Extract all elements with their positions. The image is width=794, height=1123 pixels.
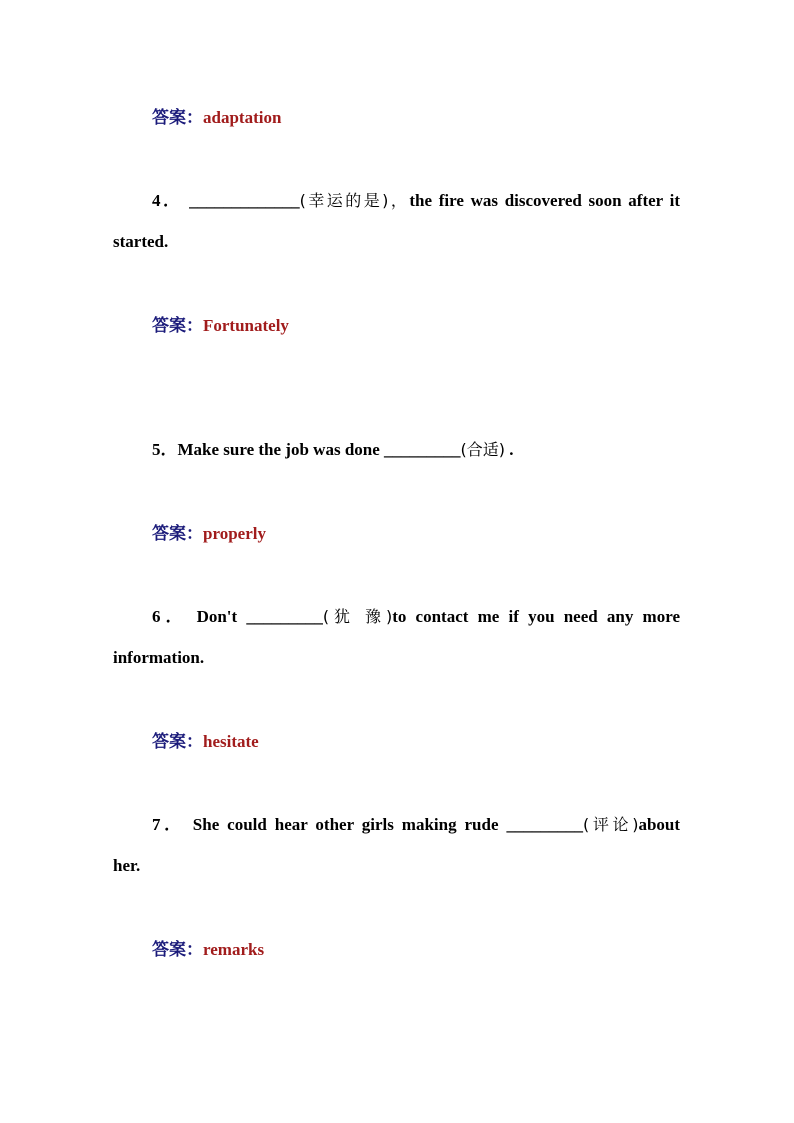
- answer-value: remarks: [203, 940, 265, 959]
- answer-line-7: [152, 940, 680, 960]
- question-7-line-1: [152, 815, 680, 835]
- answer-value: adaptation: [203, 108, 282, 127]
- answer-line-4: [152, 316, 680, 336]
- answer-blank: _________: [506, 815, 583, 834]
- question-text: Don't: [196, 607, 238, 626]
- chinese-hint: (犹 豫): [322, 607, 393, 626]
- question-4-line-1: [152, 191, 680, 211]
- question-text: to contact me if you need any more: [392, 607, 680, 626]
- answer-value: Fortunately: [203, 316, 289, 335]
- question-text: She could hear other girls making rude: [192, 815, 499, 834]
- question-number: 6．: [152, 607, 188, 626]
- answer-value: properly: [203, 524, 266, 543]
- chinese-hint: (评论): [582, 815, 639, 834]
- answer-label: 答案：: [152, 940, 203, 960]
- answer-label: 答案：: [152, 316, 203, 336]
- question-text-end: .: [505, 440, 514, 459]
- question-4-line-2: [113, 232, 680, 252]
- chinese-hint: (合适): [460, 440, 506, 459]
- question-6-line-2: [113, 648, 680, 668]
- answer-line-6: [152, 732, 680, 752]
- question-number: 5．: [152, 440, 178, 459]
- question-text: her.: [113, 856, 141, 875]
- question-text-end: about: [638, 815, 681, 834]
- answer-blank: _________: [384, 440, 461, 459]
- chinese-hint: (幸运的是)，: [299, 191, 410, 210]
- question-text: information.: [113, 648, 205, 667]
- question-6-line-1: [152, 607, 680, 627]
- question-number: 7．: [152, 815, 185, 834]
- question-text: started.: [113, 232, 169, 251]
- question-text: the fire was discovered soon after it: [409, 191, 681, 210]
- answer-line-3: [152, 108, 680, 128]
- question-5-line-1: [152, 440, 680, 460]
- answer-label: 答案：: [152, 108, 203, 128]
- answer-value: hesitate: [203, 732, 259, 751]
- question-7-line-2: [113, 856, 680, 876]
- answer-blank: _________: [246, 607, 323, 626]
- answer-blank: _____________: [189, 191, 300, 210]
- answer-line-5: [152, 524, 680, 544]
- question-text: Make sure the job was done: [177, 440, 385, 459]
- answer-label: 答案：: [152, 732, 203, 752]
- question-number: 4．: [152, 191, 183, 210]
- answer-label: 答案：: [152, 524, 203, 544]
